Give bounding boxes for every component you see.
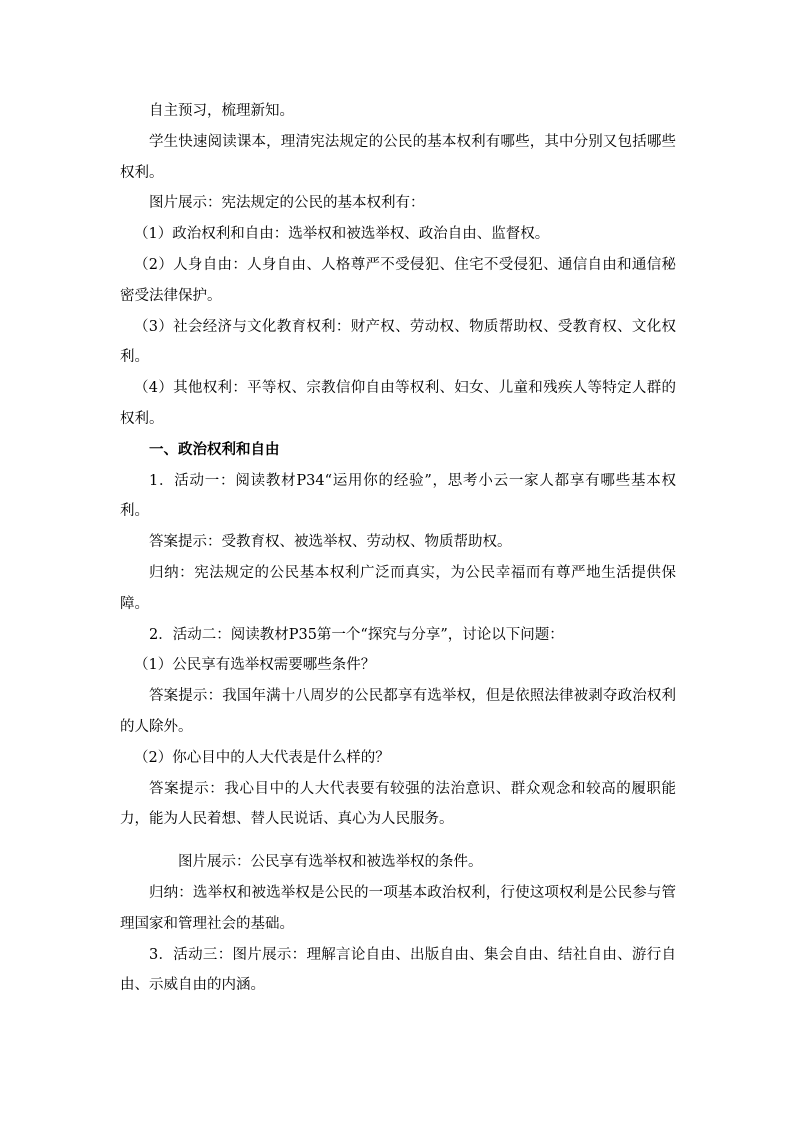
paragraph-summary-one: 归纳：宪法规定的公民基本权利广泛而真实，为公民幸福而有尊严地生活提供保障。	[120, 564, 676, 612]
paragraph-image-show-conditions: 图片展示：公民享有选举权和被选举权的条件。	[178, 854, 483, 871]
paragraph-answer-two: 答案提示：我国年满十八周岁的公民都享有选举权，但是依照法律被剥夺政治权利的人除外。	[120, 688, 676, 735]
paragraph-political-rights: （1）政治权利和自由：选举权和被选举权、政治自由、监督权。	[134, 226, 550, 243]
paragraph-image-show-rights: 图片展示：宪法规定的公民的基本权利有：	[149, 195, 425, 212]
paragraph-question-two: （2）你心目中的人大代表是什么样的？	[134, 749, 390, 766]
paragraph-activity-two: 2．活动二：阅读教材P35第一个“探究与分享”，讨论以下问题：	[149, 626, 564, 643]
paragraph-socioeconomic-rights: （3）社会经济与文化教育权利：财产权、劳动权、物质帮助权、受教育权、文化权利。	[120, 318, 676, 366]
paragraph-personal-freedom: （2）人身自由：人身自由、人格尊严不受侵犯、住宅不受侵犯、通信自由和通信秘密受法律保护。	[120, 256, 676, 304]
paragraph-answer-one: 答案提示：受教育权、被选举权、劳动权、物质帮助权。	[149, 534, 512, 551]
section-heading: 一、政治权利和自由	[149, 441, 280, 458]
paragraph-activity-three: 3．活动三：图片展示：理解言论自由、出版自由、集会自由、结社自由、游行自由、示威自由的内涵。	[120, 946, 676, 994]
paragraph-summary-two: 归纳：选举权和被选举权是公民的一项基本政治权利，行使这项权利是公民参与管理国家和管理社会的基础。	[120, 884, 676, 932]
paragraph-question-one: （1）公民享有选举权需要哪些条件？	[134, 657, 376, 674]
paragraph-quick-read: 学生快速阅读课本，理清宪法规定的公民的基本权利有哪些，其中分别又包括哪些权利。	[120, 133, 676, 181]
paragraph-answer-three: 答案提示：我心目中的人大代表要有较强的法治意识、群众观念和较高的履职能力，能为人民着想、替人民说话、真心为人民服务。	[120, 780, 676, 828]
paragraph-activity-one: 1．活动一：阅读教材P34“运用你的经验”，思考小云一家人都享有哪些基本权利。	[120, 472, 676, 520]
document-body	[120, 96, 676, 1001]
paragraph-other-rights: （4）其他权利：平等权、宗教信仰自由等权利、妇女、儿童和残疾人等特定人群的权利。	[120, 380, 676, 427]
paragraph-self-study: 自主预习，梳理新知。	[149, 103, 294, 119]
